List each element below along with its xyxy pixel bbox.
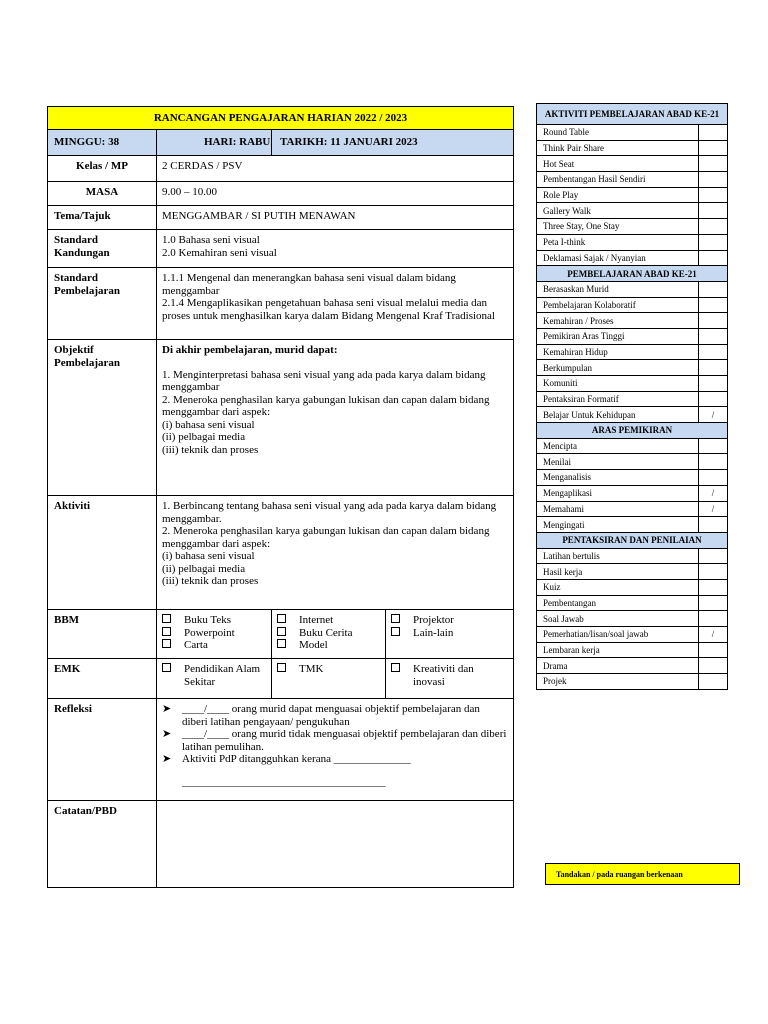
text-line: (i) bahasa seni visual: [162, 550, 255, 562]
checklist-label: Pemikiran Aras Tinggi: [537, 328, 699, 344]
checkbox-icon[interactable]: [391, 663, 400, 672]
refleksi-item: [162, 728, 507, 753]
checklist-label: Three Stay, One Stay: [537, 219, 699, 235]
checklist-row: [537, 438, 728, 454]
checkbox-icon[interactable]: [162, 663, 171, 672]
kelas-label: Kelas / MP: [48, 156, 157, 182]
checklist-label: Pemerhatian/lisan/soal jawab: [537, 627, 699, 643]
checklist-label: Projek: [537, 674, 699, 690]
checklist-row: [537, 281, 728, 297]
checklist-row: [537, 376, 728, 392]
bbm-option[interactable]: [277, 627, 379, 640]
checkbox-icon[interactable]: [277, 614, 286, 623]
checklist-mark-cell[interactable]: [699, 595, 728, 611]
label-line: Objektif: [54, 344, 94, 356]
label-line: Pembelajaran: [54, 284, 120, 297]
checklist-mark-cell[interactable]: [699, 172, 728, 188]
checklist-label: Pembentangan Hasil Sendiri: [537, 172, 699, 188]
checklist-label: Drama: [537, 658, 699, 674]
objektif-value: [157, 340, 514, 496]
section-header-row: [537, 104, 728, 125]
emk-label: EMK: [48, 659, 157, 699]
bbm-option[interactable]: [277, 639, 379, 652]
emk-option[interactable]: [391, 663, 507, 688]
checklist-row: [537, 234, 728, 250]
checklist-label: Peta I-think: [537, 234, 699, 250]
checklist-row: [537, 125, 728, 141]
checklist-label: Kuiz: [537, 579, 699, 595]
standard-pembelajaran-label: [48, 268, 157, 340]
objektif-label: [48, 340, 157, 496]
text-line: (ii) pelbagai media: [162, 431, 246, 443]
refleksi-item: [162, 703, 507, 728]
checklist-row: [537, 611, 728, 627]
checklist-label: Pentaksiran Formatif: [537, 391, 699, 407]
checklist-mark-cell[interactable]: [699, 187, 728, 203]
option-label: Model: [299, 639, 328, 651]
label-line: Standard: [54, 234, 99, 246]
checklist-row: [537, 344, 728, 360]
checklist-label: Pembentangan: [537, 595, 699, 611]
refleksi-text: ____/____ orang murid dapat menguasai objektif pembelajaran dan diberi latihan pengayaan/ pengukuhan: [182, 703, 480, 728]
checkbox-icon[interactable]: [162, 614, 171, 623]
kelas-value: 2 CERDAS / PSV: [157, 156, 514, 182]
label-line: Pembelajaran: [54, 356, 120, 369]
bbm-option[interactable]: [391, 614, 507, 627]
checklist-row: [537, 517, 728, 533]
arrow-bullet-icon: ➤: [162, 728, 172, 740]
checklist-row: [537, 187, 728, 203]
checklist-mark-cell[interactable]: [699, 517, 728, 533]
checklist-row: [537, 360, 728, 376]
bbm-option[interactable]: [162, 627, 265, 640]
option-label: Internet: [299, 614, 334, 626]
checklist-label: Latihan bertulis: [537, 548, 699, 564]
checklist-row: [537, 564, 728, 580]
checklist-mark-cell[interactable]: [699, 313, 728, 329]
checklist-body: [537, 104, 728, 690]
checklist-row: [537, 156, 728, 172]
instruction-note: Tandakan / pada ruangan berkenaan: [545, 863, 740, 885]
section-title: AKTIVITI PEMBELAJARAN ABAD KE-21: [537, 104, 728, 125]
emk-col1: [157, 659, 272, 699]
checklist-row: [537, 203, 728, 219]
text-line: 2.1.4 Mengaplikasikan pengetahuan bahasa seni visual melalui media dan proses untuk menghasilkan karya dalam Bidang Mengenal Kraf Tradisional: [162, 297, 495, 322]
checklist-mark-cell[interactable]: [699, 328, 728, 344]
text-line: (iii) teknik dan proses: [162, 443, 259, 456]
checklist-label: Berasaskan Murid: [537, 281, 699, 297]
checklist-mark-cell[interactable]: [699, 438, 728, 454]
checklist-label: Gallery Walk: [537, 203, 699, 219]
checklist-mark-cell[interactable]: [699, 360, 728, 376]
refleksi-label: Refleksi: [48, 699, 157, 801]
checklist-row: [537, 595, 728, 611]
label-line: Standard: [54, 272, 99, 284]
checklist-row: [537, 579, 728, 595]
checklist-row: [537, 627, 728, 643]
checklist-row: [537, 470, 728, 486]
section-header-row: [537, 423, 728, 439]
checklist-mark-cell[interactable]: [699, 548, 728, 564]
option-label: Carta: [184, 639, 208, 651]
section-header-row: [537, 532, 728, 548]
checklist-label: Kemahiran / Proses: [537, 313, 699, 329]
arrow-bullet-icon: ➤: [162, 703, 172, 715]
text-line: 2.0 Kemahiran seni visual: [162, 246, 277, 259]
text-line: (iii) teknik dan proses: [162, 575, 259, 587]
checklist-label: Deklamasi Sajak / Nyanyian: [537, 250, 699, 266]
checklist-mark-cell[interactable]: [699, 658, 728, 674]
checklist-label: Soal Jawab: [537, 611, 699, 627]
refleksi-value: [157, 699, 514, 801]
checklist-label: Hot Seat: [537, 156, 699, 172]
refleksi-text: Aktiviti PdP ditangguhkan kerana ______________: [182, 753, 411, 765]
text-line: 2. Meneroka penghasilan karya gabungan lukisan dan capan dalam bidang menggambar dari aspek:: [162, 393, 490, 418]
text-line: (ii) pelbagai media: [162, 562, 246, 575]
checkbox-icon[interactable]: [277, 627, 286, 636]
checklist-row: [537, 642, 728, 658]
lesson-plan-table: [47, 106, 514, 888]
checklist-row: [537, 407, 728, 423]
checklist-row: [537, 391, 728, 407]
checklist-row: [537, 501, 728, 517]
tarikh-cell: TARIKH: 11 JANUARI 2023: [272, 130, 514, 156]
checklist-row: [537, 172, 728, 188]
checklist-label: Kemahiran Hidup: [537, 344, 699, 360]
checkbox-icon[interactable]: [391, 627, 400, 636]
option-label: Kreativiti dan inovasi: [413, 663, 474, 688]
checklist-label: Mengaplikasi: [537, 485, 699, 501]
option-label: Buku Teks: [184, 614, 232, 626]
checklist-label: Think Pair Share: [537, 140, 699, 156]
checklist-row: [537, 548, 728, 564]
option-label: Lain-lain: [413, 626, 454, 639]
checklist-row: [537, 454, 728, 470]
bbm-col1: [157, 610, 272, 659]
text-line: 2. Meneroka penghasilan karya gabungan lukisan dan capan dalam bidang menggambar dari aspek:: [162, 525, 490, 550]
checkbox-icon[interactable]: [277, 639, 286, 648]
checklist-label: Mengingati: [537, 517, 699, 533]
section-header-row: [537, 266, 728, 282]
section-title: PENTAKSIRAN DAN PENILAIAN: [537, 532, 728, 548]
section-title: PEMBELAJARAN ABAD KE-21: [537, 266, 728, 282]
checklist-mark-cell[interactable]: [699, 156, 728, 172]
text-line: 1. Menginterpretasi bahasa seni visual yang ada pada karya dalam bidang menggambar: [162, 368, 486, 393]
checklist-mark-cell[interactable]: [699, 470, 728, 486]
checklist-row: [537, 674, 728, 690]
bbm-col2: [272, 610, 386, 659]
checklist-label: Belajar Untuk Kehidupan: [537, 407, 699, 423]
checklist-label: Komuniti: [537, 376, 699, 392]
checklist-label: Berkumpulan: [537, 360, 699, 376]
checklist-mark-cell[interactable]: [699, 454, 728, 470]
checklist-row: [537, 313, 728, 329]
bbm-option[interactable]: [277, 614, 379, 627]
standard-kandungan-label: [48, 230, 157, 268]
emk-option[interactable]: [277, 663, 379, 676]
option-label: Powerpoint: [184, 626, 235, 639]
checklist-label: Menilai: [537, 454, 699, 470]
hari-cell: HARI: RABU: [157, 130, 272, 156]
refleksi-item: [162, 753, 507, 766]
checklist-label: Mencipta: [537, 438, 699, 454]
checklist-row: [537, 297, 728, 313]
minggu-cell: MINGGU: 38: [48, 130, 157, 156]
option-label: TMK: [299, 663, 324, 675]
checkbox-icon[interactable]: [162, 627, 171, 636]
checklist-table: [536, 103, 728, 690]
bbm-col3: [386, 610, 514, 659]
checklist-label: Round Table: [537, 125, 699, 141]
text-line: 1.0 Bahasa seni visual: [162, 234, 260, 246]
option-label: Projektor: [413, 614, 454, 626]
checklist-row: [537, 658, 728, 674]
emk-col2: [272, 659, 386, 699]
checklist-label: Hasil kerja: [537, 564, 699, 580]
checklist-mark-cell[interactable]: [699, 344, 728, 360]
catatan-label: Catatan/PBD: [48, 801, 157, 888]
checklist-row: [537, 219, 728, 235]
checklist-mark-cell[interactable]: [699, 125, 728, 141]
checklist-row: [537, 485, 728, 501]
checklist-mark-cell[interactable]: /: [699, 501, 728, 517]
checklist-label: Lembaran kerja: [537, 642, 699, 658]
checklist-row: [537, 140, 728, 156]
checklist-mark-cell[interactable]: [699, 642, 728, 658]
bbm-option[interactable]: [162, 639, 265, 652]
text-line: 1.1.1 Mengenal dan menerangkan bahasa seni visual dalam bidang menggambar: [162, 272, 456, 297]
arrow-bullet-icon: ➤: [162, 753, 172, 765]
section-title: ARAS PEMIKIRAN: [537, 423, 728, 439]
checklist-label: Pembelajaran Kolaboratif: [537, 297, 699, 313]
checklist-mark-cell[interactable]: /: [699, 407, 728, 423]
checklist-row: [537, 250, 728, 266]
aktiviti-value: [157, 496, 514, 610]
checklist-mark-cell[interactable]: [699, 250, 728, 266]
checklist-mark-cell[interactable]: [699, 281, 728, 297]
objektif-intro: Di akhir pembelajaran, murid dapat:: [162, 344, 338, 356]
document-title: RANCANGAN PENGAJARAN HARIAN 2022 / 2023: [48, 107, 514, 130]
checkbox-icon[interactable]: [277, 663, 286, 672]
checkbox-icon[interactable]: [391, 614, 400, 623]
tema-label: Tema/Tajuk: [48, 206, 157, 230]
checklist-row: [537, 328, 728, 344]
checklist-mark-cell[interactable]: [699, 140, 728, 156]
checklist-mark-cell[interactable]: [699, 219, 728, 235]
refleksi-text: ____/____ orang murid tidak menguasai objektif pembelajaran dan diberi latihan pemulihan.: [182, 728, 507, 753]
tema-value: MENGGAMBAR / SI PUTIH MENAWAN: [157, 206, 514, 230]
emk-col3: [386, 659, 514, 699]
refleksi-blank-line: _____________________________________: [182, 775, 386, 788]
checklist-label: Role Play: [537, 187, 699, 203]
checklist-mark-cell[interactable]: [699, 391, 728, 407]
checklist-mark-cell[interactable]: [699, 376, 728, 392]
checklist-mark-cell[interactable]: [699, 564, 728, 580]
bbm-option[interactable]: [391, 627, 507, 640]
standard-kandungan-value: [157, 230, 514, 268]
text-line: 1. Berbincang tentang bahasa seni visual yang ada pada karya dalam bidang menggambar.: [162, 500, 497, 525]
checklist-mark-cell[interactable]: [699, 611, 728, 627]
masa-label: MASA: [48, 182, 157, 206]
checklist-mark-cell[interactable]: [699, 297, 728, 313]
aktiviti-label: Aktiviti: [48, 496, 157, 610]
checklist-label: Memahami: [537, 501, 699, 517]
option-label: Pendidikan Alam Sekitar: [184, 663, 261, 688]
masa-value: 9.00 – 10.00: [157, 182, 514, 206]
checklist-label: Menganalisis: [537, 470, 699, 486]
checkbox-icon[interactable]: [162, 639, 171, 648]
option-label: Buku Cerita: [299, 626, 353, 639]
text-line: (i) bahasa seni visual: [162, 418, 255, 431]
standard-pembelajaran-value: [157, 268, 514, 340]
label-line: Kandungan: [54, 246, 110, 259]
catatan-value[interactable]: [157, 801, 514, 888]
checklist-mark-cell[interactable]: [699, 234, 728, 250]
checklist-mark-cell[interactable]: [699, 579, 728, 595]
bbm-label: BBM: [48, 610, 157, 659]
bbm-option[interactable]: [162, 614, 265, 627]
checklist-mark-cell[interactable]: [699, 674, 728, 690]
checklist-mark-cell[interactable]: /: [699, 627, 728, 643]
checklist-mark-cell[interactable]: [699, 203, 728, 219]
emk-option[interactable]: [162, 663, 265, 688]
checklist-mark-cell[interactable]: /: [699, 485, 728, 501]
